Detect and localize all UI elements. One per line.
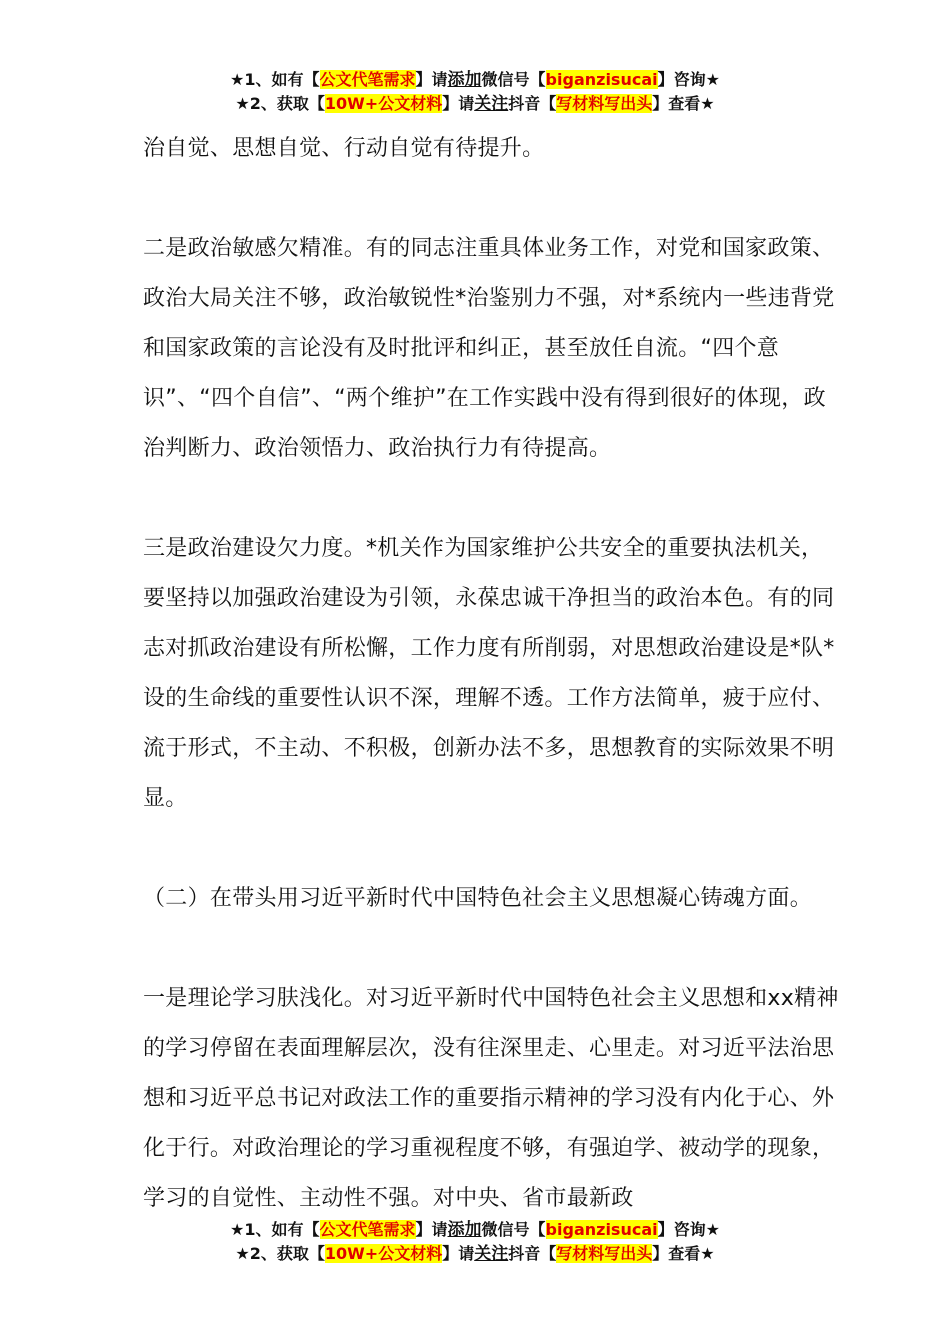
paragraph-political-sensitivity: 二是政治敏感欠精准。有的同志注重具体业务工作，对党和国家政策、政治大局关注不够，政治敏锐性*治鉴别力不强，对*系统内一些违背党和国家政策的言论没有及时批评和纠正，甚至放任自流。“四个意识”、“四个自信”、“两个维护”在工作实践中没有得到很好的体现，政治判断力、政治领悟力、政治执行力有待提高。 xyxy=(143,236,835,461)
banner-text: 抖音【 xyxy=(508,1244,557,1263)
banner-underline: 添加 xyxy=(447,1220,482,1240)
banner-highlight: 10W+公文材料 xyxy=(324,94,443,113)
banner-text: 】请 xyxy=(442,1244,475,1263)
paragraph-theory-study: 一是理论学习肤浅化。对习近平新时代中国特色社会主义思想和xx精神的学习停留在表面理解层次，没有往深里走、心里走。对习近平法治思想和习近平总书记对政法工作的重要指示精神的学习没有内化于心、外化于行。对政治理论的学习重视程度不够，有强迫学、被动学的现象，学习的自觉性、主动性不强。对中央、省市最新政 xyxy=(143,986,839,1211)
banner-highlight: 公文代笔需求 xyxy=(319,70,416,89)
banner-line-1 xyxy=(0,1218,950,1242)
banner-underline: 关注 xyxy=(474,94,509,114)
section-heading: （二）在带头用习近平新时代中国特色社会主义思想凝心铸魂方面。 xyxy=(143,886,813,911)
banner-highlight: 10W+公文材料 xyxy=(324,1244,443,1263)
banner-text: 】查看★ xyxy=(652,94,715,113)
footer-banner xyxy=(0,1218,950,1266)
banner-text: ★2、获取【 xyxy=(235,94,325,113)
banner-text: ★1、如有【 xyxy=(230,70,320,89)
banner-text: 抖音【 xyxy=(508,94,557,113)
banner-line-2 xyxy=(0,1242,950,1266)
banner-highlight: 写材料写出头 xyxy=(556,1244,653,1263)
banner-highlight: biganzisucai xyxy=(545,1220,658,1239)
banner-text: 微信号【 xyxy=(481,70,546,89)
banner-highlight: biganzisucai xyxy=(545,70,658,89)
paragraph-continuation: 治自觉、思想自觉、行动自觉有待提升。 xyxy=(143,136,545,161)
banner-underline: 关注 xyxy=(474,1244,509,1264)
banner-line-1 xyxy=(0,68,950,92)
banner-text: 】咨询★ xyxy=(657,70,720,89)
banner-line-2 xyxy=(0,92,950,116)
banner-text: 微信号【 xyxy=(481,1220,546,1239)
document-body xyxy=(143,124,843,1224)
banner-highlight: 写材料写出头 xyxy=(556,94,653,113)
banner-text: 】咨询★ xyxy=(657,1220,720,1239)
banner-text: 】查看★ xyxy=(652,1244,715,1263)
banner-text: 】请 xyxy=(415,70,448,89)
banner-text: ★1、如有【 xyxy=(230,1220,320,1239)
banner-underline: 添加 xyxy=(447,70,482,90)
banner-highlight: 公文代笔需求 xyxy=(319,1220,416,1239)
paragraph-political-construction: 三是政治建设欠力度。*机关作为国家维护公共安全的重要执法机关，要坚持以加强政治建设为引领，永葆忠诚干净担当的政治本色。有的同志对抓政治建设有所松懈，工作力度有所削弱，对思想政治建设是*队*设的生命线的重要性认识不深，理解不透。工作方法简单，疲于应付、流于形式，不主动、不积极，创新办法不多，思想教育的实际效果不明显。 xyxy=(143,536,835,811)
banner-text: ★2、获取【 xyxy=(235,1244,325,1263)
header-banner xyxy=(0,68,950,116)
banner-text: 】请 xyxy=(442,94,475,113)
banner-text: 】请 xyxy=(415,1220,448,1239)
